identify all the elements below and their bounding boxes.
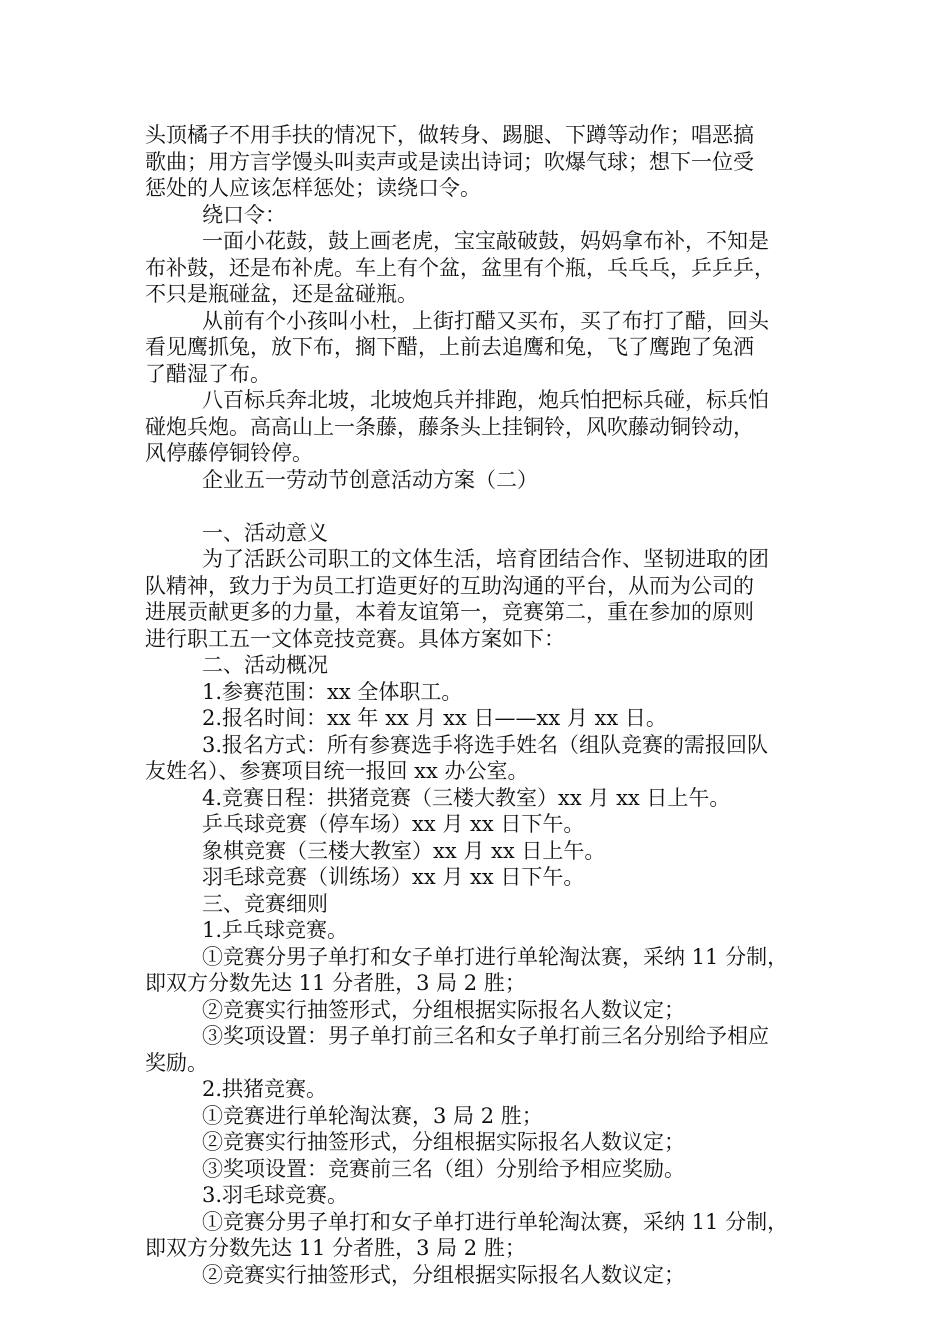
text-line: 二、活动概况 [202,653,328,677]
text-line: ②竞赛实行抽签形式，分组根据实际报名人数议定； [202,1130,685,1154]
text-line: 从前有个小孩叫小杜，上街打醋又买布，买了布打了醋，回头 [202,308,769,333]
text-line: ③奖项设置：男子单打前三名和女子单打前三名分别给予相应 [202,1024,769,1048]
text-line: 看见鹰抓兔，放下布，搁下醋，上前去追鹰和兔，飞了鹰跑了兔洒 [145,335,754,359]
document-body [145,122,815,1288]
text-line: ②竞赛实行抽签形式，分组根据实际报名人数议定； [202,997,685,1022]
text-line: 企业五一劳动节创意活动方案（二） [202,467,538,492]
text-line: 布补鼓，还是布补虎。车上有个盆，盆里有个瓶，乓乓乓，乒乒乒， [145,255,775,280]
text-line: ①竞赛分男子单打和女子单打进行单轮淘汰赛，采纳 11 分制， [202,1209,789,1234]
text-line: 友姓名）、参赛项目统一报回 xx 办公室。 [145,759,529,783]
text-line: 为了活跃公司职工的文体生活，培育团结合作、坚韧进取的团 [202,547,769,571]
text-line: 一面小花鼓，鼓上画老虎，宝宝敲破鼓，妈妈拿布补，不知是 [202,229,769,253]
text-line: ②竞赛实行抽签形式，分组根据实际报名人数议定； [202,1262,685,1287]
text-line: 4.竞赛日程：拱猪竞赛（三楼大教室）xx 月 xx 日上午。 [202,785,731,810]
text-line: 八百标兵奔北坡，北坡炮兵并排跑，炮兵怕把标兵碰，标兵怕 [202,388,769,412]
text-line: ①竞赛进行单轮淘汰赛，3 局 2 胜； [202,1103,543,1128]
text-line: 队精神，致力于为员工打造更好的互助沟通的平台，从而为公司的 [145,573,754,598]
text-line: 惩处的人应该怎样惩处；读绕口令。 [145,176,481,200]
text-line: 即双方分数先达 11 分者胜，3 局 2 胜； [145,1236,526,1260]
text-line: 1.参赛范围：xx 全体职工。 [202,679,463,704]
text-line: ③奖项设置：竞赛前三名（组）分别给予相应奖励。 [202,1156,685,1181]
text-line: 羽毛球竞赛（训练场）xx 月 xx 日下午。 [202,865,585,889]
text-line: 进行职工五一文体竞技竞赛。具体方案如下： [145,626,565,651]
text-line: 进展贡献更多的力量，本着友谊第一，竞赛第二，重在参加的原则 [145,600,754,624]
text-line: 三、竞赛细则 [202,891,328,916]
blank-line [145,493,815,520]
text-line: 头顶橘子不用手扶的情况下，做转身、踢腿、下蹲等动作；唱恶搞 [145,123,754,147]
text-line: 奖励。 [145,1050,208,1075]
text-line: 1.乒乓球竞赛。 [202,918,349,942]
text-line: 一、活动意义 [202,520,328,545]
text-line: 3.报名方式：所有参赛选手将选手姓名（组队竞赛的需报回队 [202,732,769,757]
text-line: 2.拱猪竞赛。 [202,1077,328,1101]
text-line: 歌曲；用方言学馒头叫卖声或是读出诗词；吹爆气球；想下一位受 [145,149,754,174]
text-line: 碰炮兵炮。高高山上一条藤，藤条头上挂铜铃，风吹藤动铜铃动， [145,414,754,439]
text-line: 不只是瓶碰盆，还是盆碰瓶。 [145,282,418,306]
text-line: ①竞赛分男子单打和女子单打进行单轮淘汰赛，采纳 11 分制， [202,944,789,969]
text-line: 了醋湿了布。 [145,361,271,386]
text-line: 2.报名时间：xx 年 xx 月 xx 日——xx 月 xx 日。 [202,706,667,730]
text-line: 象棋竞赛（三楼大教室）xx 月 xx 日上午。 [202,838,606,863]
text-line: 绕口令： [202,202,286,227]
text-line: 即双方分数先达 11 分者胜，3 局 2 胜； [145,971,526,995]
text-line: 乒乓球竞赛（停车场）xx 月 xx 日下午。 [202,812,585,836]
text-line: 3.羽毛球竞赛。 [202,1183,349,1207]
text-line: 风停藤停铜铃停。 [145,441,313,465]
